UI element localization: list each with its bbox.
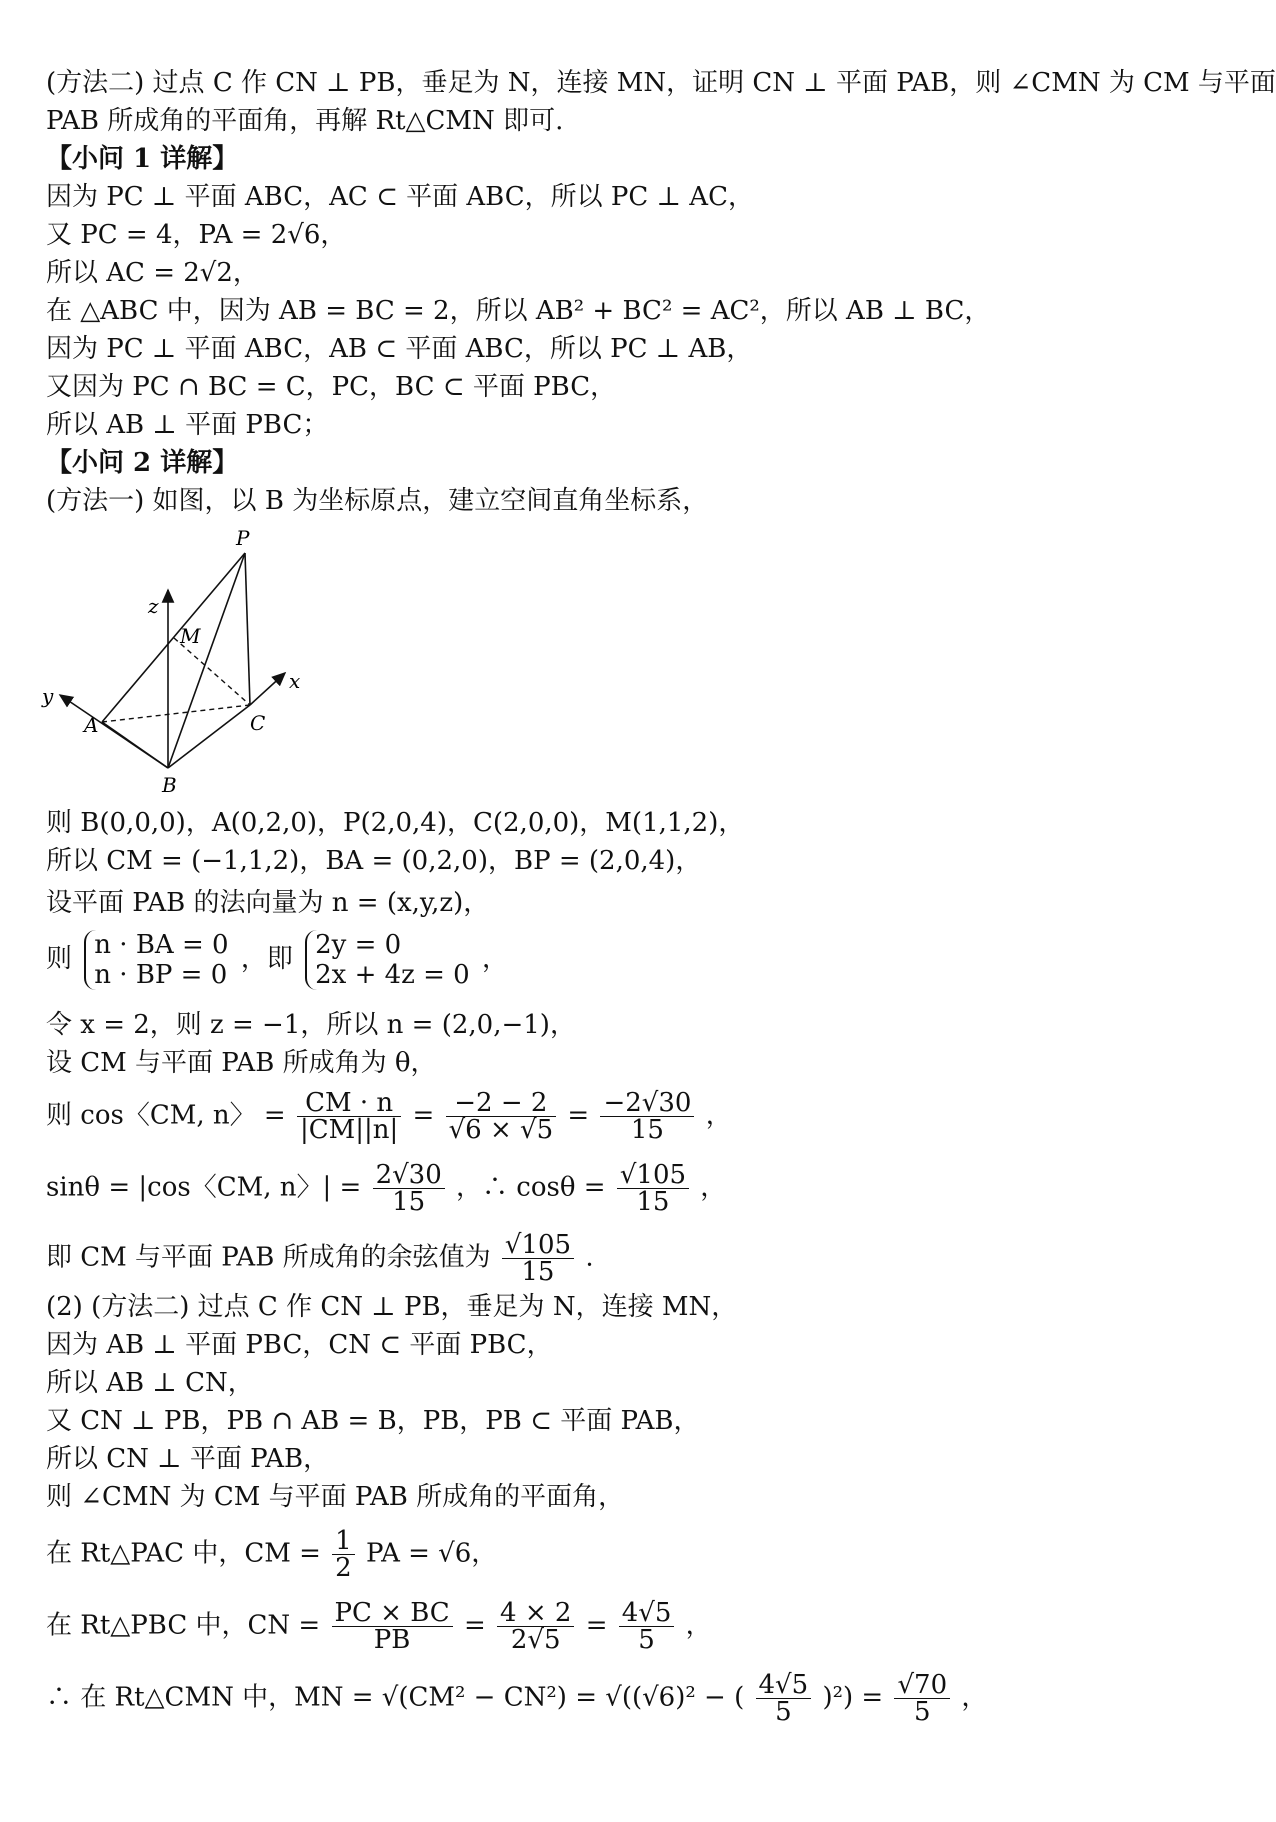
sin-formula-line: sinθ = |cos〈CM, n〉| = $\frac{2√30}{15}$ ，∴ cosθ = $\frac{√105}{15}$ ， <box>46 1160 727 1217</box>
cn-formula-line: 在 Rt△PBC 中，CN = $\frac{PC \times BC}{PB}$ = $\frac{4 \times 2}{2√5}$ = $\frac{4√5}{5}$ ， <box>46 1598 712 1655</box>
text-line: 又 PC = 4，PA = 2√6， <box>46 220 347 250</box>
edge-MC-dashed <box>174 638 250 705</box>
label-x: x <box>289 669 301 693</box>
label-P: P <box>236 526 250 550</box>
label-C: C <box>250 711 266 735</box>
mn-formula-line: ∴ 在 Rt△CMN 中，MN = √(CM² − CN²) = √((√6)² − ( $\frac{4√5}{5}$ )²) = $\frac{√70}{5}$ ， <box>46 1670 988 1727</box>
text-line: 设 CM 与平面 PAB 所成角为 θ， <box>46 1048 437 1078</box>
text-line: PAB 所成角的平面角，再解 Rt△CMN 即可. <box>46 106 564 136</box>
text-line: 令 x = 2，则 z = −1，所以 n = (2,0,−1)， <box>46 1010 576 1040</box>
text-line: 所以 AB ⊥ CN， <box>46 1368 254 1398</box>
text-line: (2) (方法二) 过点 C 作 CN ⊥ PB，垂足为 N，连接 MN， <box>46 1292 738 1322</box>
text-line: 又因为 PC ∩ BC = C，PC，BC ⊂ 平面 PBC， <box>46 372 617 402</box>
text-line: 所以 CM = (−1,1,2)，BA = (0,2,0)，BP = (2,0,4)， <box>46 846 702 876</box>
text-line: 又 CN ⊥ PB，PB ∩ AB = B，PB，PB ⊂ 平面 PAB， <box>46 1406 700 1436</box>
x-axis <box>250 673 285 705</box>
answer-line: 即 CM 与平面 PAB 所成角的余弦值为 $\frac{√105}{15}$ . <box>46 1230 594 1287</box>
label-M: M <box>180 624 201 648</box>
equation-system-line: 则 n · BA = 0 n · BP = 0 ，即 2y = 0 2x + 4z = 0 ， <box>46 930 509 990</box>
edge-AC-dashed <box>102 705 250 722</box>
label-A: A <box>84 713 99 737</box>
text-line: 因为 PC ⊥ 平面 ABC，AB ⊂ 平面 ABC，所以 PC ⊥ AB， <box>46 334 753 364</box>
system-equations: 2y = 0 2x + 4z = 0 <box>305 930 470 990</box>
label-z: z <box>148 594 159 618</box>
cos-formula-line: 则 cos〈CM, n〉 = $\frac{CM \cdot n}{|CM||n|}$ = $\frac{-2 - 2}{√6 \times √5}$ = $\frac{-2√30}{15}$ ， <box>46 1088 732 1145</box>
text-line: (方法二) 过点 C 作 CN ⊥ PB，垂足为 N，连接 MN，证明 CN ⊥ 平面 PAB，则 ∠CMN 为 CM 与平面 <box>46 68 1276 98</box>
text-line: 所以 AC = 2√2， <box>46 258 259 288</box>
text-line: 因为 PC ⊥ 平面 ABC，AC ⊂ 平面 ABC，所以 PC ⊥ AC， <box>46 182 754 212</box>
text-line: 设平面 PAB 的法向量为 n = (x,y,z)， <box>46 888 490 918</box>
text-line: 在 △ABC 中，因为 AB = BC = 2，所以 AB² + BC² = AC²，所以 AB ⊥ BC， <box>46 296 991 326</box>
cm-formula-line: 在 Rt△PAC 中，CM = $\frac{1}{2}$ PA = √6， <box>46 1526 498 1583</box>
text-line: (方法一) 如图，以 B 为坐标原点，建立空间直角坐标系， <box>46 486 709 516</box>
label-B: B <box>162 773 177 797</box>
section-heading-q1: 【小问 1 详解】 <box>46 144 239 174</box>
edge-PB <box>168 553 245 768</box>
text-line: 则 B(0,0,0)，A(0,2,0)，P(2,0,4)，C(2,0,0)，M(1,1,2)， <box>46 808 745 838</box>
section-heading-q2: 【小问 2 详解】 <box>46 448 239 478</box>
label-y: y <box>42 684 54 708</box>
edge-PC <box>245 553 250 705</box>
coordinate-figure <box>40 525 320 797</box>
system-vectors: n · BA = 0 n · BP = 0 <box>84 930 228 990</box>
text-line: 所以 AB ⊥ 平面 PBC； <box>46 410 329 440</box>
text-line: 所以 CN ⊥ 平面 PAB， <box>46 1444 330 1474</box>
y-axis <box>60 695 168 768</box>
edge-BC <box>168 705 250 768</box>
text-line: 则 ∠CMN 为 CM 与平面 PAB 所成角的平面角， <box>46 1482 625 1512</box>
text-line: 因为 AB ⊥ 平面 PBC，CN ⊂ 平面 PBC， <box>46 1330 553 1360</box>
edge-PA <box>102 553 245 722</box>
